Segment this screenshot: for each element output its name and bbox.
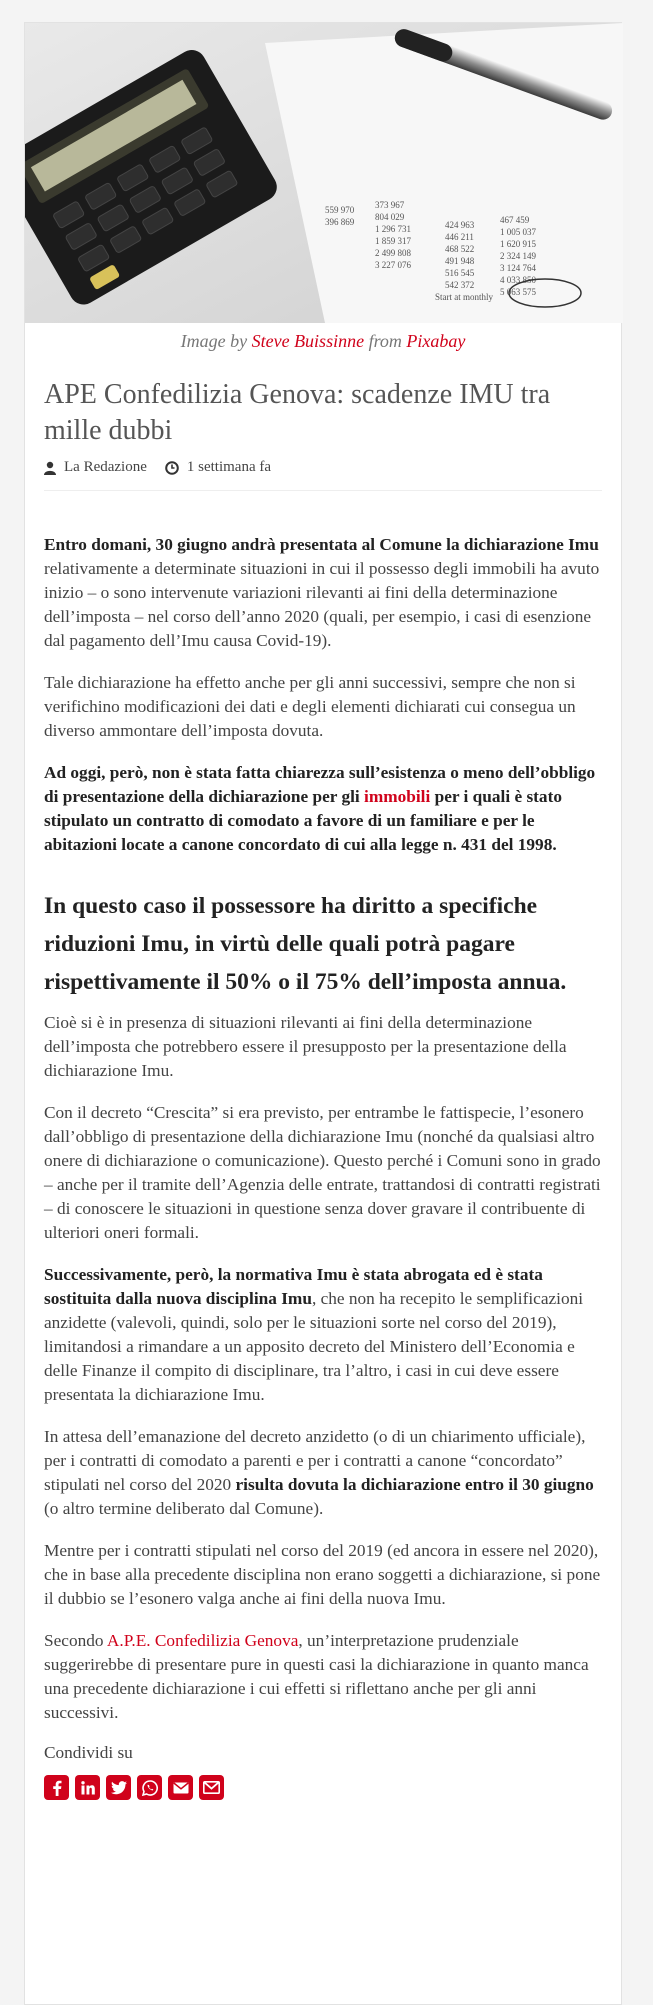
share-email-button[interactable] — [168, 1775, 193, 1800]
article-title: APE Confedilizia Genova: scadenze IMU tra mille dubbi — [44, 379, 551, 446]
immobili-link[interactable]: immobili — [364, 787, 431, 806]
share-twitter-button[interactable] — [106, 1775, 131, 1800]
svg-text:424 963: 424 963 — [445, 220, 475, 230]
article-body — [44, 533, 602, 1725]
paragraph-9 — [44, 1629, 602, 1725]
credit-source-link[interactable]: Pixabay — [406, 331, 466, 351]
svg-text:2 324 149: 2 324 149 — [500, 251, 536, 261]
linkedin-icon — [80, 1780, 96, 1796]
svg-text:559 970: 559 970 — [325, 205, 355, 215]
paragraph-7-text-b: (o altro termine deliberato dal Comune). — [44, 1499, 324, 1518]
paragraph-9-text-b: , un’interpretazione prudenziale suggerirebbe di presentare pure in questi casi la dichiarazione in quanto manca una precedente dichiarazione i cui effetti si riflettano anche per gli anni successivi. — [44, 1631, 589, 1722]
image-credit — [25, 331, 621, 357]
svg-text:1 620 915: 1 620 915 — [500, 239, 536, 249]
ape-confedilizia-link[interactable]: A.P.E. Confedilizia Genova — [106, 1631, 299, 1650]
svg-text:1 005 037: 1 005 037 — [500, 227, 536, 237]
svg-text:2 499 808: 2 499 808 — [375, 248, 411, 258]
svg-text:Start at monthly: Start at monthly — [435, 292, 493, 302]
svg-text:373 967: 373 967 — [375, 200, 405, 210]
clock-icon — [165, 461, 179, 475]
paragraph-1 — [44, 533, 602, 653]
user-icon — [44, 461, 56, 475]
section-heading: In questo caso il possessore ha diritto a specifiche riduzioni Imu, in virtù delle quali potrà pagare rispettivamente il 50% o il 75% dell’imposta annua. — [44, 893, 567, 995]
svg-text:516 545: 516 545 — [445, 268, 475, 278]
svg-text:446 211: 446 211 — [445, 232, 474, 242]
paragraph-6-text: , che non ha recepito le semplificazioni anzidette (valevoli, quindi, solo per le situazioni sorte nel corso del 2019), limitandosi a rimandare a un apposito decreto del Ministero dell’Economia e delle Finanze il compito di disciplinare, tra l’altro, i casi in cui deve essere presentata la dichiarazione Imu. — [44, 1289, 584, 1404]
svg-text:804 029: 804 029 — [375, 212, 405, 222]
paragraph-6-bold: Successivamente, però, la normativa Imu è stata abrogata ed è stata sostituita dalla nuova disciplina Imu — [44, 1265, 543, 1308]
svg-text:542 372: 542 372 — [445, 280, 475, 290]
svg-text:3 124 764: 3 124 764 — [500, 263, 536, 273]
svg-text:1 859 317: 1 859 317 — [375, 236, 411, 246]
post-time-label: 1 settimana fa — [186, 459, 272, 475]
paragraph-7-bold: risulta dovuta la dichiarazione entro il 30 giugno — [235, 1475, 594, 1494]
share-label: Condividi su — [44, 1743, 133, 1762]
author-name: La Redazione — [64, 459, 147, 475]
paragraph-8: Mentre per i contratti stipulati nel corso del 2019 (ed ancora in essere nel 2020), che in base alla precedente disciplina non erano soggetti a dichiarazione, si pone il dubbio se l’esonero valga anche ai fini della nuova Imu. — [44, 1541, 601, 1608]
svg-text:3 227 076: 3 227 076 — [375, 260, 411, 270]
share-facebook-button[interactable] — [44, 1775, 69, 1800]
credit-middle: from — [364, 331, 407, 351]
hero-image — [25, 23, 623, 323]
paragraph-3-bold-b: per i quali è stato stipulato un contratto di comodato a favore di un familiare e per le abitazioni locate a canone concordato di cui alla legge n. 431 del 1998. — [44, 787, 562, 854]
gmail-icon — [203, 1781, 220, 1794]
paragraph-2: Tale dichiarazione ha effetto anche per gli anni successivi, sempre che non si verifichino modificazioni dei dati e degli elementi dichiarati cui consegua un diverso ammontare dell’imposta dovuta. — [44, 673, 576, 740]
post-time — [165, 459, 271, 476]
paragraph-7 — [44, 1425, 602, 1521]
paragraph-9-text-a: Secondo — [44, 1631, 107, 1650]
facebook-icon — [50, 1780, 64, 1796]
credit-author-link[interactable]: Steve Buissinne — [251, 331, 365, 351]
paragraph-1-bold: Entro domani, 30 giugno andrà presentata al Comune la dichiarazione Imu — [44, 535, 599, 554]
email-icon — [173, 1782, 189, 1794]
svg-text:4 033 850: 4 033 850 — [500, 275, 536, 285]
share-whatsapp-button[interactable] — [137, 1775, 162, 1800]
whatsapp-icon — [142, 1780, 158, 1796]
svg-text:5 063 575: 5 063 575 — [500, 287, 536, 297]
svg-text:1 296 731: 1 296 731 — [375, 224, 411, 234]
paragraph-5: Con il decreto “Crescita” si era previsto, per entrambe le fattispecie, l’esonero dall’obbligo di presentazione della dichiarazione Imu (nonché da qualsiasi altro onere di dichiarazione o comunicazione). Questo perché i Comuni sono in grado – anche per il tramite dell’Agenzia delle entrate, trattandosi di contratti registrati – di conoscere le situazioni in questione senza dover gravare il contribuente di ulteriori oneri formali. — [44, 1103, 601, 1242]
svg-text:468 522: 468 522 — [445, 244, 475, 254]
svg-text:491 948: 491 948 — [445, 256, 475, 266]
svg-text:467 459: 467 459 — [500, 215, 530, 225]
paragraph-3-bold-a: Ad oggi, però, non è stata fatta chiarezza sull’esistenza o meno dell’obbligo di presentazione della dichiarazione per gli — [44, 763, 596, 806]
paragraph-3 — [44, 761, 602, 857]
author[interactable] — [44, 459, 147, 476]
twitter-icon — [111, 1781, 127, 1795]
paragraph-7-text-a: In attesa dell’emanazione del decreto anzidetto (o di un chiarimento ufficiale), per i contratti di comodato a parenti e per i contratti a canone “concordato” stipulati nel corso del 2020 — [44, 1427, 586, 1494]
paragraph-1-text: relativamente a determinate situazioni in cui il possesso degli immobili ha avuto inizio – o sono intervenute variazioni rilevanti ai fini della determinazione dell’imposta – nel corso dell’anno 2020 (quali, per esempio, i casi di esenzione dal pagamento dell’Imu causa Covid-19). — [44, 559, 600, 650]
share-linkedin-button[interactable] — [75, 1775, 100, 1800]
paragraph-6 — [44, 1263, 602, 1407]
svg-text:396 869: 396 869 — [325, 217, 355, 227]
share-buttons — [44, 1775, 602, 1800]
article-meta — [44, 459, 602, 491]
article-card — [24, 22, 622, 2005]
paragraph-4: Cioè si è in presenza di situazioni rilevanti ai fini della determinazione dell’imposta che potrebbero essere il presupposto per la presentazione della dichiarazione Imu. — [44, 1013, 567, 1080]
credit-prefix: Image by — [180, 331, 252, 351]
share-gmail-button[interactable] — [199, 1775, 224, 1800]
